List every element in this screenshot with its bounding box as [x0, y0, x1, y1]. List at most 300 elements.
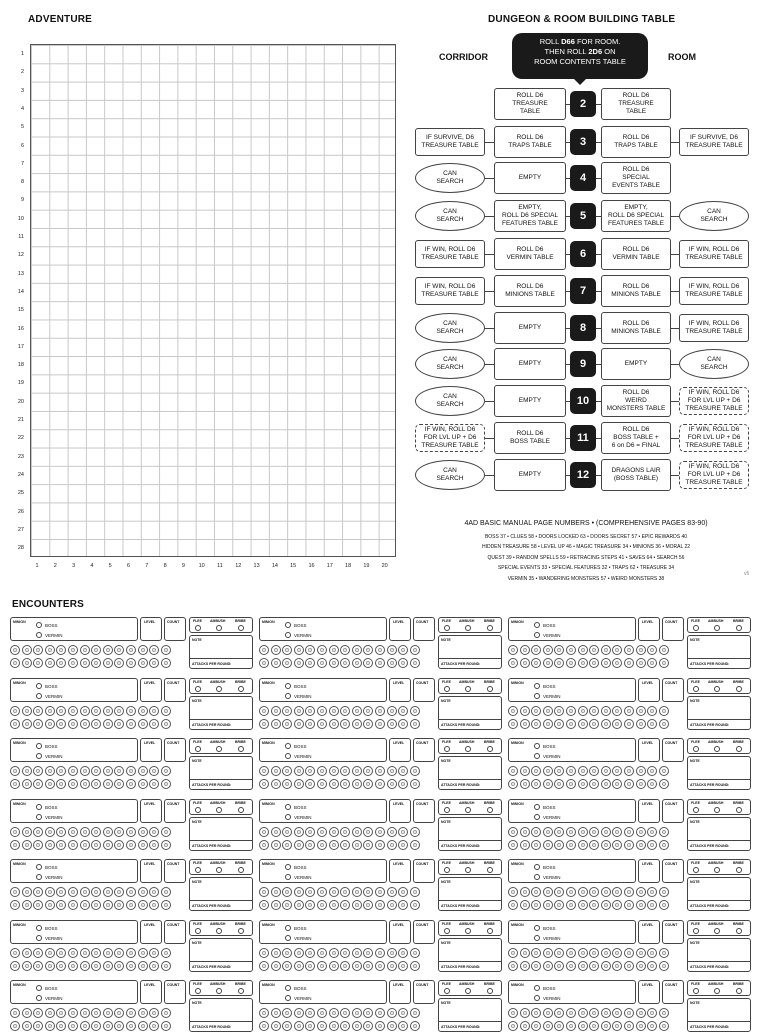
level-box[interactable] [140, 859, 162, 883]
hit-circle[interactable] [387, 900, 397, 910]
ambush-radio[interactable] [714, 807, 720, 813]
hit-circle[interactable] [161, 1008, 171, 1018]
bribe-radio[interactable] [736, 686, 742, 692]
hit-circle[interactable] [329, 719, 339, 729]
vermin-radio[interactable] [285, 874, 291, 880]
hit-circle[interactable] [566, 827, 576, 837]
hit-circle[interactable] [91, 766, 101, 776]
hit-circle[interactable] [363, 719, 373, 729]
hit-circle[interactable] [520, 827, 530, 837]
count-box[interactable] [164, 859, 186, 883]
hit-circle[interactable] [91, 900, 101, 910]
hit-circle[interactable] [363, 827, 373, 837]
note-box[interactable] [687, 756, 751, 790]
hit-circle[interactable] [612, 827, 622, 837]
hit-circle[interactable] [45, 1008, 55, 1018]
bribe-radio[interactable] [238, 807, 244, 813]
count-box[interactable] [413, 920, 435, 944]
note-box[interactable] [438, 938, 502, 972]
hit-circle[interactable] [138, 645, 148, 655]
ambush-radio[interactable] [714, 746, 720, 752]
hit-circle[interactable] [22, 658, 32, 668]
hit-circle[interactable] [636, 1021, 646, 1031]
hit-circle[interactable] [271, 658, 281, 668]
hit-circle[interactable] [22, 1008, 32, 1018]
hit-circle[interactable] [612, 658, 622, 668]
hit-circle[interactable] [45, 719, 55, 729]
hit-circle[interactable] [589, 658, 599, 668]
hit-circle[interactable] [352, 779, 362, 789]
hit-circle[interactable] [352, 766, 362, 776]
hit-circle[interactable] [398, 1008, 408, 1018]
boss-radio[interactable] [534, 804, 540, 810]
hit-circle[interactable] [138, 1008, 148, 1018]
flee-radio[interactable] [444, 928, 450, 934]
flee-radio[interactable] [195, 746, 201, 752]
hit-circle[interactable] [271, 840, 281, 850]
hit-circle[interactable] [271, 706, 281, 716]
hit-circle[interactable] [138, 658, 148, 668]
vermin-radio[interactable] [36, 995, 42, 1001]
hit-circle[interactable] [33, 840, 43, 850]
hit-circle[interactable] [161, 719, 171, 729]
hit-circle[interactable] [601, 961, 611, 971]
hit-circle[interactable] [566, 766, 576, 776]
hit-circle[interactable] [103, 719, 113, 729]
bribe-radio[interactable] [238, 988, 244, 994]
hit-circle[interactable] [410, 658, 420, 668]
hit-circle[interactable] [138, 961, 148, 971]
hit-circle[interactable] [45, 1021, 55, 1031]
hit-circle[interactable] [363, 645, 373, 655]
hit-circle[interactable] [636, 827, 646, 837]
bribe-radio[interactable] [736, 988, 742, 994]
count-box[interactable] [662, 617, 684, 641]
hit-circle[interactable] [578, 658, 588, 668]
hit-circle[interactable] [10, 840, 20, 850]
hit-circle[interactable] [410, 961, 420, 971]
hit-circle[interactable] [161, 766, 171, 776]
level-box[interactable] [140, 980, 162, 1004]
hit-circle[interactable] [126, 706, 136, 716]
hit-circle[interactable] [647, 706, 657, 716]
hit-circle[interactable] [578, 719, 588, 729]
hit-circle[interactable] [56, 840, 66, 850]
ambush-radio[interactable] [216, 988, 222, 994]
note-box[interactable] [189, 696, 253, 730]
ambush-radio[interactable] [216, 746, 222, 752]
hit-circle[interactable] [352, 719, 362, 729]
flee-radio[interactable] [693, 928, 699, 934]
hit-circle[interactable] [543, 779, 553, 789]
hit-circle[interactable] [387, 779, 397, 789]
hit-circle[interactable] [566, 706, 576, 716]
bribe-radio[interactable] [487, 746, 493, 752]
flee-radio[interactable] [444, 867, 450, 873]
hit-circle[interactable] [340, 779, 350, 789]
bribe-radio[interactable] [736, 625, 742, 631]
hit-circle[interactable] [80, 719, 90, 729]
hit-circle[interactable] [375, 779, 385, 789]
hit-circle[interactable] [531, 706, 541, 716]
level-box[interactable] [389, 678, 411, 702]
hit-circle[interactable] [317, 1021, 327, 1031]
hit-circle[interactable] [103, 948, 113, 958]
hit-circle[interactable] [589, 887, 599, 897]
flee-radio[interactable] [444, 988, 450, 994]
hit-circle[interactable] [578, 766, 588, 776]
hit-circle[interactable] [520, 961, 530, 971]
hit-circle[interactable] [636, 1008, 646, 1018]
hit-circle[interactable] [554, 948, 564, 958]
ambush-radio[interactable] [714, 686, 720, 692]
hit-circle[interactable] [114, 887, 124, 897]
hit-circle[interactable] [398, 887, 408, 897]
hit-circle[interactable] [624, 1021, 634, 1031]
hit-circle[interactable] [508, 887, 518, 897]
hit-circle[interactable] [114, 948, 124, 958]
boss-radio[interactable] [36, 864, 42, 870]
hit-circle[interactable] [294, 719, 304, 729]
hit-circle[interactable] [56, 827, 66, 837]
flee-radio[interactable] [444, 625, 450, 631]
hit-circle[interactable] [410, 948, 420, 958]
hit-circle[interactable] [398, 948, 408, 958]
hit-circle[interactable] [601, 887, 611, 897]
hit-circle[interactable] [387, 887, 397, 897]
hit-circle[interactable] [659, 948, 669, 958]
bribe-radio[interactable] [238, 746, 244, 752]
hit-circle[interactable] [80, 658, 90, 668]
hit-circle[interactable] [647, 1021, 657, 1031]
hit-circle[interactable] [45, 645, 55, 655]
hit-circle[interactable] [282, 827, 292, 837]
hit-circle[interactable] [149, 719, 159, 729]
hit-circle[interactable] [363, 706, 373, 716]
level-box[interactable] [389, 617, 411, 641]
hit-circle[interactable] [294, 827, 304, 837]
hit-circle[interactable] [103, 887, 113, 897]
hit-circle[interactable] [647, 719, 657, 729]
hit-circle[interactable] [126, 766, 136, 776]
hit-circle[interactable] [294, 645, 304, 655]
hit-circle[interactable] [601, 645, 611, 655]
note-box[interactable] [189, 998, 253, 1032]
boss-radio[interactable] [285, 743, 291, 749]
hit-circle[interactable] [508, 658, 518, 668]
hit-circle[interactable] [149, 1021, 159, 1031]
hit-circle[interactable] [161, 779, 171, 789]
boss-radio[interactable] [534, 622, 540, 628]
hit-circle[interactable] [138, 827, 148, 837]
hit-circle[interactable] [282, 1008, 292, 1018]
hit-circle[interactable] [91, 827, 101, 837]
flee-radio[interactable] [444, 686, 450, 692]
vermin-radio[interactable] [285, 935, 291, 941]
hit-circle[interactable] [33, 719, 43, 729]
hit-circle[interactable] [554, 706, 564, 716]
ambush-radio[interactable] [216, 807, 222, 813]
hit-circle[interactable] [80, 766, 90, 776]
boss-radio[interactable] [36, 804, 42, 810]
hit-circle[interactable] [317, 948, 327, 958]
ambush-radio[interactable] [216, 867, 222, 873]
hit-circle[interactable] [636, 719, 646, 729]
vermin-radio[interactable] [36, 874, 42, 880]
hit-circle[interactable] [68, 827, 78, 837]
ambush-radio[interactable] [465, 988, 471, 994]
hit-circle[interactable] [103, 827, 113, 837]
boss-radio[interactable] [285, 622, 291, 628]
hit-circle[interactable] [352, 887, 362, 897]
hit-circle[interactable] [589, 827, 599, 837]
hit-circle[interactable] [543, 719, 553, 729]
note-box[interactable] [189, 756, 253, 790]
hit-circle[interactable] [161, 948, 171, 958]
level-box[interactable] [389, 980, 411, 1004]
hit-circle[interactable] [340, 766, 350, 776]
hit-circle[interactable] [103, 779, 113, 789]
count-box[interactable] [662, 980, 684, 1004]
vermin-radio[interactable] [285, 814, 291, 820]
hit-circle[interactable] [387, 719, 397, 729]
boss-radio[interactable] [534, 864, 540, 870]
hit-circle[interactable] [589, 706, 599, 716]
hit-circle[interactable] [520, 840, 530, 850]
hit-circle[interactable] [103, 658, 113, 668]
hit-circle[interactable] [22, 887, 32, 897]
hit-circle[interactable] [375, 658, 385, 668]
boss-radio[interactable] [36, 622, 42, 628]
hit-circle[interactable] [647, 827, 657, 837]
hit-circle[interactable] [56, 961, 66, 971]
hit-circle[interactable] [126, 658, 136, 668]
hit-circle[interactable] [375, 706, 385, 716]
hit-circle[interactable] [80, 948, 90, 958]
hit-circle[interactable] [22, 719, 32, 729]
hit-circle[interactable] [340, 719, 350, 729]
hit-circle[interactable] [161, 961, 171, 971]
count-box[interactable] [413, 799, 435, 823]
hit-circle[interactable] [114, 645, 124, 655]
hit-circle[interactable] [68, 840, 78, 850]
hit-circle[interactable] [126, 961, 136, 971]
hit-circle[interactable] [647, 900, 657, 910]
hit-circle[interactable] [114, 766, 124, 776]
hit-circle[interactable] [363, 779, 373, 789]
adventure-map-grid[interactable] [30, 44, 396, 557]
hit-circle[interactable] [317, 887, 327, 897]
hit-circle[interactable] [352, 706, 362, 716]
hit-circle[interactable] [589, 948, 599, 958]
hit-circle[interactable] [149, 948, 159, 958]
hit-circle[interactable] [91, 645, 101, 655]
level-box[interactable] [140, 617, 162, 641]
hit-circle[interactable] [566, 658, 576, 668]
hit-circle[interactable] [138, 887, 148, 897]
hit-circle[interactable] [636, 706, 646, 716]
hit-circle[interactable] [114, 1008, 124, 1018]
ambush-radio[interactable] [714, 625, 720, 631]
boss-radio[interactable] [285, 985, 291, 991]
hit-circle[interactable] [410, 766, 420, 776]
hit-circle[interactable] [554, 827, 564, 837]
hit-circle[interactable] [282, 719, 292, 729]
boss-radio[interactable] [36, 683, 42, 689]
hit-circle[interactable] [126, 900, 136, 910]
hit-circle[interactable] [80, 961, 90, 971]
hit-circle[interactable] [329, 961, 339, 971]
hit-circle[interactable] [22, 766, 32, 776]
hit-circle[interactable] [329, 1021, 339, 1031]
hit-circle[interactable] [10, 1008, 20, 1018]
hit-circle[interactable] [398, 840, 408, 850]
hit-circle[interactable] [91, 706, 101, 716]
hit-circle[interactable] [578, 706, 588, 716]
hit-circle[interactable] [647, 961, 657, 971]
hit-circle[interactable] [33, 900, 43, 910]
boss-radio[interactable] [285, 804, 291, 810]
hit-circle[interactable] [340, 887, 350, 897]
hit-circle[interactable] [138, 840, 148, 850]
hit-circle[interactable] [103, 706, 113, 716]
hit-circle[interactable] [10, 948, 20, 958]
hit-circle[interactable] [508, 900, 518, 910]
hit-circle[interactable] [33, 1021, 43, 1031]
hit-circle[interactable] [387, 1008, 397, 1018]
hit-circle[interactable] [126, 1021, 136, 1031]
hit-circle[interactable] [114, 706, 124, 716]
hit-circle[interactable] [578, 961, 588, 971]
hit-circle[interactable] [149, 840, 159, 850]
hit-circle[interactable] [305, 840, 315, 850]
hit-circle[interactable] [520, 719, 530, 729]
hit-circle[interactable] [56, 779, 66, 789]
hit-circle[interactable] [659, 779, 669, 789]
count-box[interactable] [413, 980, 435, 1004]
boss-radio[interactable] [36, 925, 42, 931]
note-box[interactable] [687, 817, 751, 851]
hit-circle[interactable] [22, 840, 32, 850]
bribe-radio[interactable] [736, 746, 742, 752]
level-box[interactable] [389, 738, 411, 762]
hit-circle[interactable] [543, 961, 553, 971]
vermin-radio[interactable] [534, 753, 540, 759]
level-box[interactable] [638, 799, 660, 823]
hit-circle[interactable] [398, 719, 408, 729]
hit-circle[interactable] [531, 887, 541, 897]
hit-circle[interactable] [612, 900, 622, 910]
hit-circle[interactable] [68, 719, 78, 729]
flee-radio[interactable] [693, 686, 699, 692]
bribe-radio[interactable] [487, 686, 493, 692]
hit-circle[interactable] [45, 887, 55, 897]
vermin-radio[interactable] [534, 693, 540, 699]
hit-circle[interactable] [114, 779, 124, 789]
hit-circle[interactable] [578, 887, 588, 897]
hit-circle[interactable] [271, 1008, 281, 1018]
hit-circle[interactable] [259, 827, 269, 837]
hit-circle[interactable] [410, 645, 420, 655]
hit-circle[interactable] [149, 887, 159, 897]
hit-circle[interactable] [352, 658, 362, 668]
hit-circle[interactable] [329, 900, 339, 910]
flee-radio[interactable] [693, 867, 699, 873]
hit-circle[interactable] [647, 887, 657, 897]
bribe-radio[interactable] [487, 867, 493, 873]
hit-circle[interactable] [294, 961, 304, 971]
note-box[interactable] [438, 696, 502, 730]
hit-circle[interactable] [578, 840, 588, 850]
hit-circle[interactable] [161, 658, 171, 668]
hit-circle[interactable] [636, 948, 646, 958]
hit-circle[interactable] [363, 961, 373, 971]
hit-circle[interactable] [56, 766, 66, 776]
hit-circle[interactable] [329, 1008, 339, 1018]
hit-circle[interactable] [271, 961, 281, 971]
hit-circle[interactable] [305, 900, 315, 910]
hit-circle[interactable] [531, 645, 541, 655]
hit-circle[interactable] [531, 1021, 541, 1031]
hit-circle[interactable] [387, 645, 397, 655]
hit-circle[interactable] [531, 779, 541, 789]
hit-circle[interactable] [68, 706, 78, 716]
bribe-radio[interactable] [238, 625, 244, 631]
hit-circle[interactable] [554, 658, 564, 668]
hit-circle[interactable] [91, 1008, 101, 1018]
level-box[interactable] [638, 920, 660, 944]
hit-circle[interactable] [601, 1021, 611, 1031]
hit-circle[interactable] [363, 658, 373, 668]
hit-circle[interactable] [305, 706, 315, 716]
level-box[interactable] [638, 617, 660, 641]
hit-circle[interactable] [543, 827, 553, 837]
hit-circle[interactable] [138, 900, 148, 910]
hit-circle[interactable] [68, 645, 78, 655]
note-box[interactable] [438, 998, 502, 1032]
hit-circle[interactable] [282, 961, 292, 971]
hit-circle[interactable] [91, 840, 101, 850]
hit-circle[interactable] [508, 645, 518, 655]
hit-circle[interactable] [22, 706, 32, 716]
hit-circle[interactable] [282, 948, 292, 958]
hit-circle[interactable] [282, 900, 292, 910]
hit-circle[interactable] [149, 645, 159, 655]
hit-circle[interactable] [149, 658, 159, 668]
hit-circle[interactable] [566, 900, 576, 910]
ambush-radio[interactable] [216, 928, 222, 934]
hit-circle[interactable] [566, 1021, 576, 1031]
hit-circle[interactable] [612, 948, 622, 958]
hit-circle[interactable] [659, 645, 669, 655]
bribe-radio[interactable] [736, 867, 742, 873]
vermin-radio[interactable] [285, 632, 291, 638]
note-box[interactable] [438, 877, 502, 911]
hit-circle[interactable] [659, 887, 669, 897]
hit-circle[interactable] [543, 840, 553, 850]
hit-circle[interactable] [352, 645, 362, 655]
hit-circle[interactable] [282, 779, 292, 789]
count-box[interactable] [164, 980, 186, 1004]
hit-circle[interactable] [647, 840, 657, 850]
hit-circle[interactable] [387, 706, 397, 716]
hit-circle[interactable] [531, 719, 541, 729]
hit-circle[interactable] [398, 766, 408, 776]
hit-circle[interactable] [126, 948, 136, 958]
hit-circle[interactable] [68, 948, 78, 958]
hit-circle[interactable] [410, 706, 420, 716]
hit-circle[interactable] [340, 1021, 350, 1031]
